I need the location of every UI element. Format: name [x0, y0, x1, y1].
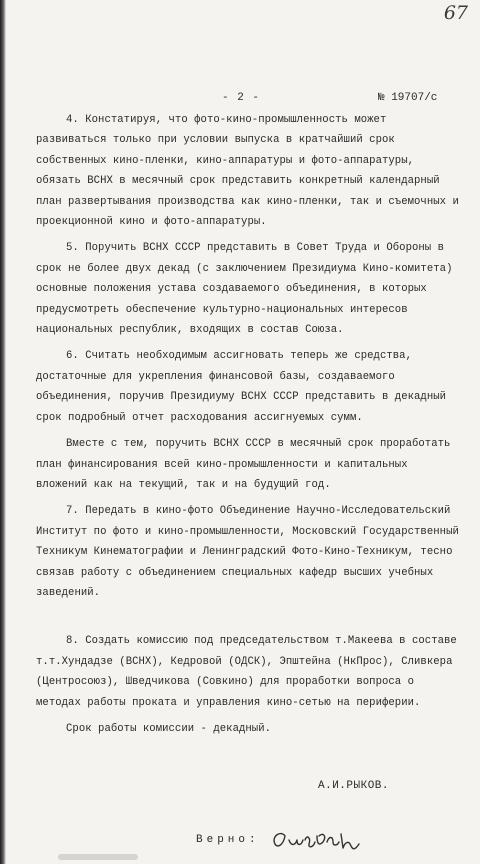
- archive-page-number: 67: [443, 2, 468, 24]
- signatory-name: А.И.РЫКОВ.: [318, 780, 390, 792]
- document-reference: № 19707/с: [378, 92, 438, 104]
- certification-line: [196, 826, 363, 852]
- paragraph-4: 4. Констатируя, что фото-кино-промышленность может развиваться только при условии выпуска в кратчайший срок собственных кино-пленки, кино-аппаратуры и фото-аппаратуры, обязать ВСНХ в месячный срок представить конкретный календарный план развертывания производства как кино-пленки, так и съемочных и проекционной кино и фото-аппаратуры.: [36, 114, 459, 229]
- bottom-smudge: [58, 854, 138, 860]
- paragraph-8: 8. Создать комиссию под председательством т.Макеева в составе т.т.Хундадзе (ВСНХ), Кедровой (ОДСК), Эпштейна (НкПрос), Сливкера (Центросоюз), Шведчикова (Совкино) для проработки вопроса о методах работы проката и управления кино-сетью на периферии.: [36, 635, 457, 709]
- handwritten-signature: [269, 826, 363, 854]
- paragraph-6-continued: Вместе с тем, поручить ВСНХ СССР в месячный срок проработать план финансирования всей кино-промышленности и капитальных вложений как на текущий, так и на будущий год.: [36, 438, 451, 491]
- document-body: [36, 110, 460, 739]
- page-number: - 2 -: [222, 92, 261, 104]
- paragraph-7: 7. Передать в кино-фото Объединение Научно-Исследовательский Институт по фото и кино-промышленности, Московский Государственный Техникум Кинематографии и Ленинградский Фото-Кино-Техникум, тесно связав работу с объединением специальных кафедр высших учебных заведений.: [36, 505, 459, 599]
- commission-term: Срок работы комиссии - декадный.: [66, 722, 272, 735]
- paragraph-5: 5. Поручить ВСНХ СССР представить в Совет Труда и Обороны в срок не более двух декад (с заключением Президиума Кино-комитета) основные положения устава создаваемого объединения, в которых предусмотреть обеспечение культурно-национальных интересов национальных республик, входящих в состав Союза.: [36, 242, 453, 337]
- certified-label: Верно:: [196, 834, 260, 846]
- paragraph-6: 6. Считать необходимым ассигновать теперь же средства, достаточные для укрепления финансовой базы, создаваемого объединения, поручив Президиуму ВСНХ СССР представить в декадный срок подробный отчет расходования ассигнуемых сумм.: [36, 350, 447, 424]
- scan-edge-shadow: [0, 0, 6, 864]
